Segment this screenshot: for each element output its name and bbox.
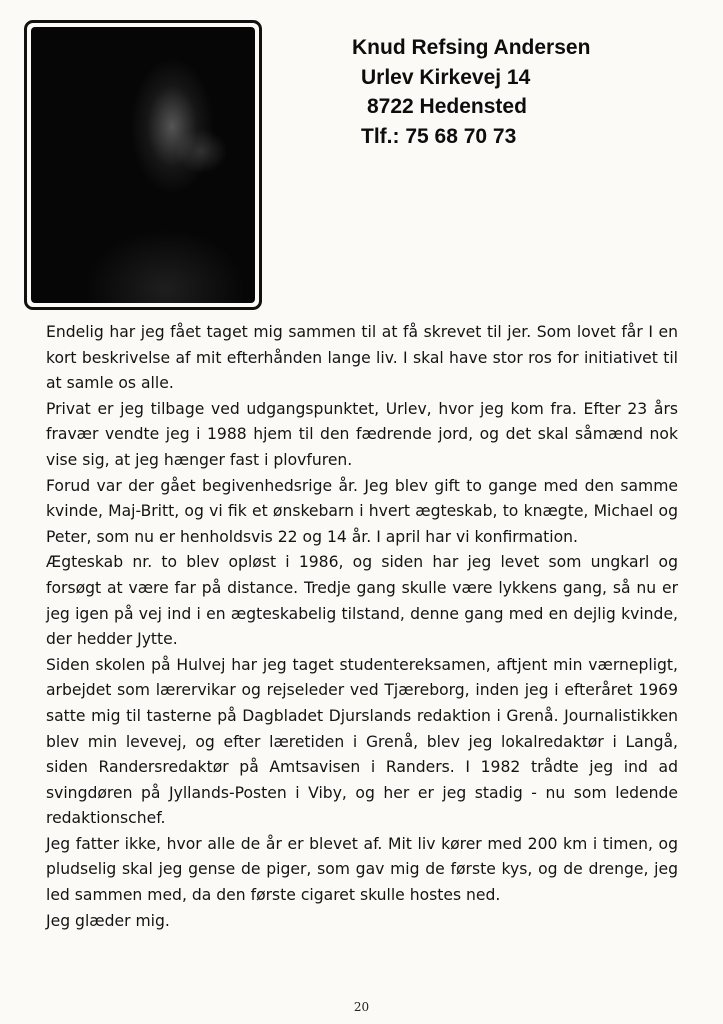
contact-name: Knud Refsing Andersen — [352, 36, 591, 59]
portrait-photo-frame — [24, 20, 262, 310]
contact-phone: Tlf.: 75 68 70 73 — [361, 124, 517, 148]
paragraph: Privat er jeg tilbage ved udgangspunktet, Urlev, hvor jeg kom fra. Efter 23 års fravær vendte jeg i 1988 hjem til den fædrende jord, og det skal såmænd nok vise sig, at jeg hænger fast i plovfuren. — [46, 399, 678, 469]
paragraph: Forud var der gået begivenhedsrige år. Jeg blev gift to gange med den samme kvinde, Maj-Britt, og vi fik et ønskebarn i hvert ægteskab, to knægte, Michael og Peter, som nu er henholdsvis 22 og 14 år. I april har vi konfirmation. — [46, 476, 678, 546]
paragraph: Siden skolen på Hulvej har jeg taget studentereksamen, aftjent min værnepligt, arbejdet som lærervikar og rejseleder ved Tjæreborg, inden jeg i efteråret 1969 satte mig til tasterne på Dagbladet Djurslands redaktion i Grenå. Journalistikken blev min levevej, og efter læretiden i Grenå, blev jeg lokalredaktør i Langå, siden Randersredaktør på Amtsavisen i Randers. I 1982 trådte jeg ind ad svingdøren på Jyllands-Posten i Viby, og her er jeg stadig - nu som ledende redaktionschef. — [46, 655, 678, 828]
contact-block — [352, 33, 692, 151]
contact-street: Urlev Kirkevej 14 — [361, 65, 531, 89]
paragraph: Ægteskab nr. to blev opløst i 1986, og siden har jeg levet som ungkarl og forsøgt at være far på distance. Tredje gang skulle være lykkens gang, så nu er jeg igen på vej ind i en ægteskabelig tilstand, denne gang med en dejlig kvinde, der hedder Jytte. — [46, 553, 678, 649]
paragraph: Jeg glæder mig. — [46, 911, 170, 930]
page-number: 20 — [353, 1000, 370, 1014]
letter-body — [46, 320, 678, 934]
paragraph: Jeg fatter ikke, hvor alle de år er blevet af. Mit liv kører med 200 km i timen, og pludselig skal jeg gense de piger, som gav mig de første kys, og de drenge, jeg led sammen med, da den første cigaret skulle hostes ned. — [46, 834, 678, 905]
paragraph: Endelig har jeg fået taget mig sammen til at få skrevet til jer. Som lovet får I en kort beskrivelse af mit efterhånden lange liv. I skal have stor ros for initiativet til at samle os alle. — [46, 323, 678, 393]
contact-city: 8722 Hedensted — [367, 95, 527, 118]
portrait-photo — [31, 27, 255, 303]
